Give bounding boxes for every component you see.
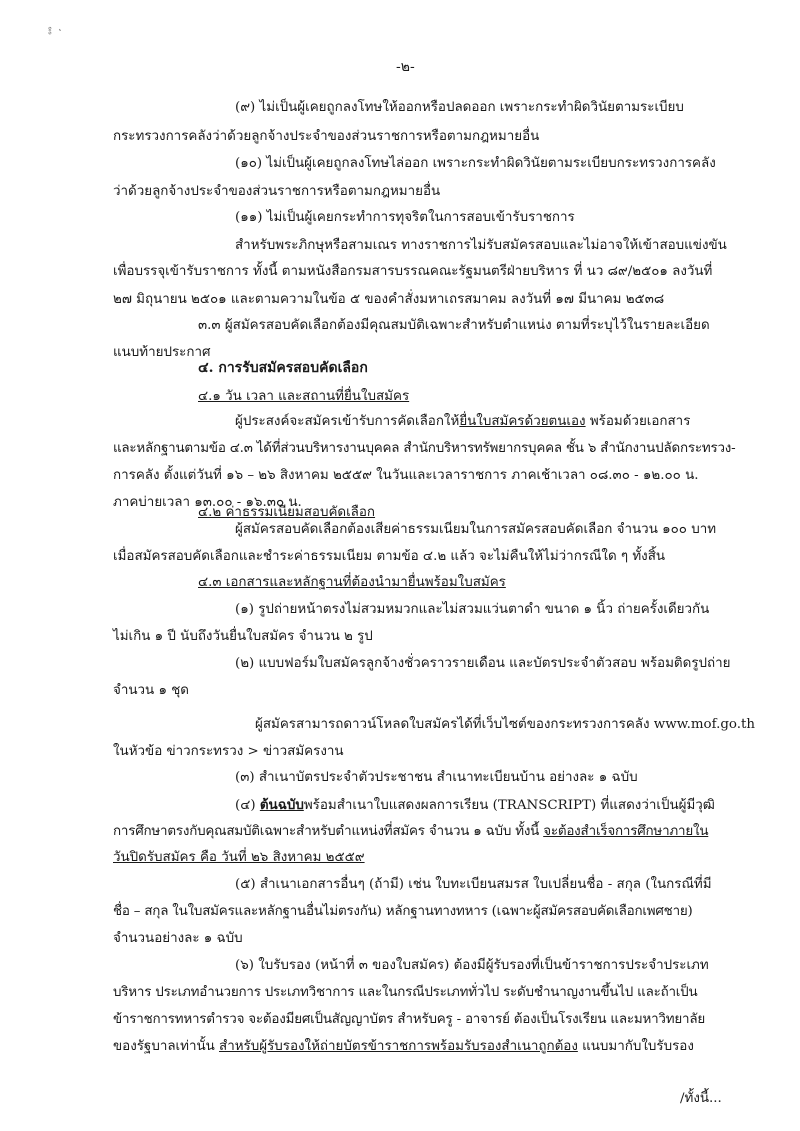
- text-line: ว่าด้วยลูกจ้างประจำของส่วนราชการหรือตามกฎหมายอื่น: [113, 184, 441, 199]
- subsection-heading: [198, 504, 375, 522]
- text-line: [113, 849, 365, 867]
- text-span: พร้อมสำเนาใบแสดงผลการเรียน (TRANSCRIPT) ที่แสดงว่าเป็นผู้มีวุฒิ: [303, 798, 715, 813]
- text-line: การคลัง ตั้งแต่วันที่ ๑๖ – ๒๖ สิงหาคม ๒๕๕๙ ในวันและเวลาราชการ ภาคเช้าเวลา ๐๘.๓๐ - ๑๒.๐๐ น.: [113, 468, 699, 483]
- text-line: แนบท้ายประกาศ: [113, 345, 211, 360]
- text-line: ผู้สมัครสอบคัดเลือกต้องเสียค่าธรรมเนียมในการสมัครสอบคัดเลือก จำนวน ๑๐๐ บาท: [235, 522, 717, 537]
- text-span: แนบมากับใบรับรอง: [577, 1039, 694, 1054]
- subsection-title: ๔.๒ ค่าธรรมเนียมสอบคัดเลือก: [198, 505, 376, 520]
- text-line: ชื่อ – สกุล ในใบสมัครและหลักฐานอื่นไม่ตรงกัน) หลักฐานทางทหาร (เฉพาะผู้สมัครสอบคัดเลือกเพศชาย): [113, 904, 693, 919]
- page-number: -๒-: [396, 59, 415, 75]
- text-line: ภาคบ่ายเวลา ๑๓.๐๐ - ๑๖.๓๐ น.: [113, 495, 302, 510]
- text-line: ๒๗ มิถุนายน ๒๕๐๑ และตามความในข้อ ๕ ของคำสั่งมหาเถรสมาคม ลงวันที่ ๑๗ มีนาคม ๒๕๓๘: [113, 292, 665, 307]
- text-line: (๑๑) ไม่เป็นผู้เคยกระทำการทุจริตในการสอบเข้ารับราชการ: [235, 210, 575, 225]
- text-line: (๙) ไม่เป็นผู้เคยถูกลงโทษให้ออกหรือปลดออก เพราะกระทำผิดวินัยตามระเบียบ: [235, 100, 684, 115]
- text-line: จำนวนอย่างละ ๑ ฉบับ: [113, 931, 243, 946]
- text-line: (๓) สำเนาบัตรประจำตัวประชาชน สำเนาทะเบียนบ้าน อย่างละ ๑ ฉบับ: [235, 770, 638, 785]
- text-span: ของรัฐบาลเท่านั้น: [113, 1039, 220, 1054]
- underlined-text: ต้นฉบับ: [259, 797, 304, 813]
- text-line: ไม่เกิน ๑ ปี นับถึงวันยื่นใบสมัคร จำนวน ๒ รูป: [113, 629, 373, 644]
- underlined-text: จะต้องสำเร็จการศึกษาภายใน: [543, 824, 709, 839]
- text-line: (๕) สำเนาเอกสารอื่นๆ (ถ้ามี) เช่น ใบทะเบียนสมรส ใบเปลี่ยนชื่อ - สกุล (ในกรณีที่มี: [235, 877, 712, 892]
- text-line: (๑) รูปถ่ายหน้าตรงไม่สวมหมวกและไม่สวมแว่นตาดำ ขนาด ๑ นิ้ว ถ่ายครั้งเดียวกัน: [235, 602, 710, 617]
- section-heading: ๔. การรับสมัครสอบคัดเลือก: [198, 360, 368, 376]
- text-line: ในหัวข้อ ข่าวกระทรวง > ข่าวสมัครงาน: [113, 744, 344, 759]
- subsection-heading: [198, 388, 409, 406]
- text-span: การศึกษาตรงกับคุณสมบัติเฉพาะสำหรับตำแหน่งที่สมัคร จำนวน ๑ ฉบับ ทั้งนี้: [113, 824, 544, 839]
- text-line: ข้าราชการทหารตำรวจ จะต้องมียศเป็นสัญญาบัตร สำหรับครู - อาจารย์ ต้องเป็นโรงเรียน และมหาวิทยาลัย: [113, 1012, 705, 1027]
- text-line: กระทรวงการคลังว่าด้วยลูกจ้างประจำของส่วนราชการหรือตามกฎหมายอื่น: [113, 129, 540, 144]
- text-line: (๖) ใบรับรอง (หน้าที่ ๓ ของใบสมัคร) ต้องมีผู้รับรองที่เป็นข้าราชการประจำประเภท: [235, 958, 709, 973]
- text-line: เพื่อบรรจุเข้ารับราชการ ทั้งนี้ ตามหนังสือกรมสารบรรณคณะรัฐมนตรีฝ่ายบริหาร ที่ นว ๘๙/๒๕๐๑ ลงวันที่: [113, 264, 713, 279]
- text-line: ๓.๓ ผู้สมัครสอบคัดเลือกต้องมีคุณสมบัติเฉพาะสำหรับตำแหน่ง ตามที่ระบุไว้ในรายละเอียด: [198, 318, 710, 333]
- text-line: [113, 823, 708, 841]
- text-line: สำหรับพระภิกษุหรือสามเณร ทางราชการไม่รับสมัครสอบและไม่อาจให้เข้าสอบแข่งขัน: [235, 238, 727, 253]
- text-line: [235, 796, 715, 815]
- subsection-heading: [198, 574, 506, 592]
- text-line: จำนวน ๑ ชุด: [113, 683, 189, 698]
- text-line: และหลักฐานตามข้อ ๔.๓ ได้ที่ส่วนบริหารงานบุคคล สำนักบริหารทรัพยากรบุคคล ชั้น ๖ สำนักงานปลัดกระทรวง-: [113, 441, 736, 456]
- text-line: [235, 413, 690, 431]
- text-span: (๔): [235, 798, 260, 813]
- subsection-title: ๔.๑ วัน เวลา และสถานที่ยื่นใบสมัคร: [198, 389, 410, 404]
- text-line: (๒) แบบฟอร์มใบสมัครลูกจ้างชั่วคราวรายเดือน และบัตรประจำตัวสอบ พร้อมติดรูปถ่าย: [235, 656, 731, 671]
- text-span: ผู้ประสงค์จะสมัครเข้ารับการคัดเลือกให้: [235, 414, 460, 429]
- text-span: พร้อมด้วยเอกสาร: [585, 414, 691, 429]
- subsection-title: ๔.๓ เอกสารและหลักฐานที่ต้องนำมายื่นพร้อมใบสมัคร: [198, 575, 506, 590]
- underlined-text: วันปิดรับสมัคร คือ วันที่ ๒๖ สิงหาคม ๒๕๕๙: [113, 850, 365, 865]
- continuation-marker: /ทั้งนี้...: [680, 1091, 722, 1106]
- text-line: บริหาร ประเภทอำนวยการ ประเภทวิชาการ และในกรณีประเภททั่วไป ระดับชำนาญงานขึ้นไป และถ้าเป็น: [113, 985, 698, 1000]
- text-line: [113, 1038, 694, 1056]
- text-line: (๑๐) ไม่เป็นผู้เคยถูกลงโทษไล่ออก เพราะกระทำผิดวินัยตามระเบียบกระทรวงการคลัง: [235, 156, 716, 171]
- text-line: เมื่อสมัครสอบคัดเลือกและชำระค่าธรรมเนียม ตามข้อ ๔.๒ แล้ว จะไม่คืนให้ไม่ว่ากรณีใด ๆ ทั้งสิ้น: [113, 549, 666, 564]
- scan-corner-mark: ༔ ㆍ: [48, 26, 65, 37]
- underlined-text: สำหรับผู้รับรองให้ถ่ายบัตรข้าราชการพร้อมรับรองสำเนาถูกต้อง: [219, 1039, 578, 1054]
- text-line: ผู้สมัครสามารถดาวน์โหลดใบสมัครได้ที่เว็บไซต์ของกระทรวงการคลัง www.mof.go.th: [255, 717, 755, 732]
- underlined-text: ยื่นใบสมัครด้วยตนเอง: [459, 414, 586, 429]
